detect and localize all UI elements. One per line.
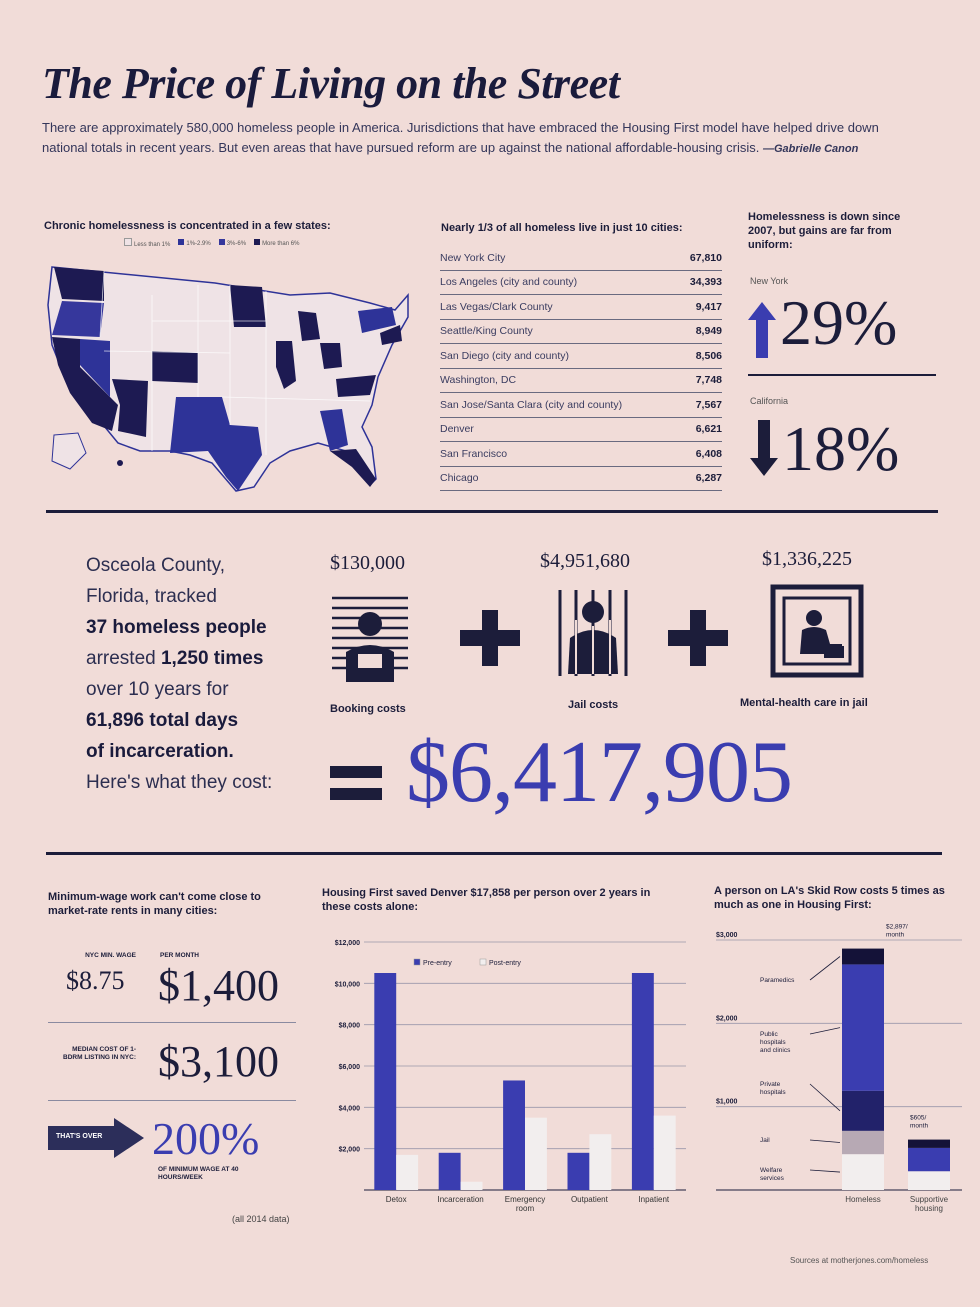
- denver-bar-chart: [316, 928, 696, 1228]
- city-name: Washington, DC: [440, 374, 517, 387]
- jail-label: Jail costs: [568, 699, 619, 711]
- story-line-6: 61,896 total days: [86, 710, 239, 731]
- trend-heading: Homelessness is down since 2007, but gains are far from uniform:: [748, 211, 901, 251]
- wage-heading: Minimum-wage work can't come close to market-rate rents in many cities:: [48, 891, 261, 917]
- stack-segment: [842, 964, 884, 1090]
- up-arrow-icon: [748, 302, 776, 358]
- y-tick-label: $8,000: [338, 1022, 360, 1030]
- x-tick-label: room: [515, 1204, 535, 1213]
- total-cost: $6,417,905: [406, 724, 792, 821]
- y-tick-label: $6,000: [338, 1064, 360, 1071]
- legend-item-3: 3%-6%: [219, 239, 246, 247]
- city-row: [440, 418, 722, 443]
- story-line-7: of incarceration.: [86, 741, 234, 762]
- y-tick-label: $12,000: [334, 940, 360, 947]
- state-washington: [54, 267, 104, 301]
- pct-over-value: 200%: [152, 1113, 260, 1164]
- booking-cost: $130,000: [330, 552, 405, 574]
- x-tick-label: Incarceration: [437, 1195, 484, 1204]
- segment-label: Paramedics: [760, 977, 795, 984]
- stack-segment: [842, 1091, 884, 1131]
- city-name: Denver: [440, 423, 474, 436]
- city-name: Seattle/King County: [440, 325, 533, 338]
- intro-text: [42, 118, 922, 159]
- trend-divider: [748, 374, 936, 376]
- skidrow-stacked-chart: [700, 923, 970, 1228]
- bar-post-entry: [589, 1134, 611, 1190]
- city-row: [440, 369, 722, 394]
- city-value: 7,567: [695, 398, 722, 411]
- story-line-3: 37 homeless people: [86, 617, 267, 638]
- city-value: 8,949: [695, 325, 722, 338]
- city-value: 6,287: [695, 472, 722, 485]
- total-annotation: $2,897/: [886, 923, 908, 931]
- y-tick-label: $2,000: [338, 1146, 360, 1154]
- ny-percent: 29%: [780, 287, 898, 358]
- city-name: Los Angeles (city and county): [440, 276, 578, 289]
- city-row: [440, 442, 722, 467]
- story-line-1: Osceola County,: [86, 555, 226, 576]
- wage-divider-1: [48, 1022, 296, 1023]
- stack-segment: [908, 1171, 950, 1190]
- city-value: 8,506: [695, 349, 722, 362]
- legend-swatch: [414, 959, 420, 965]
- thats-over-label: THAT'S OVER: [56, 1133, 103, 1140]
- legend-swatch: [480, 959, 486, 965]
- section-divider-1: [46, 510, 938, 513]
- city-name: San Francisco: [440, 447, 508, 460]
- legend-item-2: 1%-2.9%: [178, 239, 210, 247]
- segment-label: Private: [760, 1081, 781, 1088]
- nyc-min-value: $8.75: [66, 966, 125, 995]
- city-value: 6,621: [695, 423, 722, 436]
- city-value: 6,408: [695, 447, 722, 460]
- segment-label: Jail: [760, 1137, 770, 1144]
- x-tick-label: Inpatient: [638, 1195, 670, 1204]
- wage-footnote: (all 2014 data): [232, 1214, 290, 1224]
- callout-line: [810, 1140, 840, 1143]
- stack-segment: [842, 1154, 884, 1190]
- city-name: San Diego (city and county): [440, 349, 569, 362]
- map-legend: [124, 238, 299, 248]
- mental-health-icon: [770, 584, 864, 678]
- city-value: 34,393: [689, 276, 722, 289]
- city-row: [440, 246, 722, 271]
- y-tick-label: $10,000: [334, 981, 360, 989]
- booking-mugshot-icon: [328, 592, 412, 684]
- story-line-5: over 10 years for: [86, 679, 229, 700]
- per-month-label: PER MONTH: [160, 952, 199, 959]
- median-value: $3,100: [158, 1037, 279, 1086]
- total-annotation: month: [910, 1122, 929, 1130]
- segment-label: services: [760, 1175, 784, 1182]
- stack-segment: [908, 1140, 950, 1148]
- stack-segment: [908, 1148, 950, 1171]
- bar-pre-entry: [374, 973, 396, 1190]
- x-tick-label: Emergency: [504, 1195, 546, 1204]
- page-title: The Price of Living on the Street: [42, 59, 620, 108]
- state-alaska: [52, 433, 86, 469]
- total-annotation: $605/: [910, 1114, 927, 1122]
- skidrow-chart-title: A person on LA's Skid Row costs 5 times as much as one in Housing First:: [714, 885, 945, 911]
- city-value: 7,748: [695, 374, 722, 387]
- per-month-value: $1,400: [158, 961, 279, 1010]
- byline: —Gabrielle Canon: [762, 143, 859, 155]
- city-name: Chicago: [440, 472, 479, 485]
- wage-divider-2: [48, 1100, 296, 1101]
- intro-body: There are approximately 580,000 homeless people in America. Jurisdictions that have embraced the Housing First model have helped drive down national totals in recent years. But even areas that have pursued reform are up against the national affordable-housing crisis.: [42, 120, 879, 155]
- callout-line: [810, 957, 840, 981]
- bar-post-entry: [396, 1155, 418, 1190]
- bar-pre-entry: [439, 1153, 461, 1190]
- segment-label: Welfare: [760, 1167, 783, 1174]
- stack-segment: [842, 1131, 884, 1154]
- city-value: 67,810: [689, 251, 722, 264]
- ca-label: California: [750, 396, 789, 406]
- segment-label: hospitals: [760, 1089, 786, 1096]
- story-line-2: Florida, tracked: [86, 586, 217, 607]
- x-tick-label: Supportive: [909, 1195, 949, 1204]
- sources-note: Sources at motherjones.com/homeless: [790, 1256, 929, 1265]
- city-row: [440, 467, 722, 492]
- legend-label: Post-entry: [489, 960, 521, 967]
- legend-label: Pre-entry: [423, 960, 452, 967]
- bar-post-entry: [525, 1118, 547, 1190]
- x-tick-label: Detox: [385, 1195, 407, 1204]
- y-tick-label: $1,000: [716, 1098, 738, 1106]
- legend-item-4: More than 6%: [254, 239, 299, 247]
- state-colorado: [152, 351, 198, 383]
- city-name: New York City: [440, 251, 506, 264]
- city-name: Las Vegas/Clark County: [440, 300, 553, 313]
- story-line-4: arrested 1,250 times: [86, 648, 264, 669]
- ca-percent: 18%: [782, 413, 900, 484]
- plus-icon-2: [668, 610, 728, 666]
- callout-line: [810, 1170, 840, 1172]
- plus-icon-1: [460, 610, 520, 666]
- jail-bars-icon: [552, 590, 634, 676]
- bar-post-entry: [461, 1182, 483, 1190]
- y-tick-label: $4,000: [338, 1105, 360, 1113]
- x-tick-label: housing: [914, 1204, 944, 1213]
- total-annotation: month: [886, 931, 905, 939]
- median-label: MEDIAN COST OF 1-BDRM LISTING IN NYC:: [63, 1046, 136, 1061]
- mental-label: Mental-health care in jail: [740, 697, 868, 709]
- nyc-min-label: NYC MIN. WAGE: [85, 952, 136, 959]
- us-map: [40, 255, 420, 500]
- bar-post-entry: [654, 1116, 676, 1190]
- ny-label: New York: [750, 276, 789, 286]
- city-name: San Jose/Santa Clara (city and county): [440, 398, 623, 411]
- city-row: [440, 344, 722, 369]
- section-divider-2: [46, 852, 942, 855]
- x-tick-label: Homeless: [845, 1195, 881, 1204]
- y-tick-label: $3,000: [716, 932, 738, 939]
- city-row: [440, 295, 722, 320]
- bar-pre-entry: [503, 1080, 525, 1190]
- pct-caption: OF MINIMUM WAGE AT 40 HOURS/WEEK: [158, 1166, 239, 1181]
- city-row: [440, 393, 722, 418]
- down-arrow-icon: [750, 420, 778, 476]
- city-value: 9,417: [695, 300, 722, 313]
- osceola-story: [86, 550, 326, 798]
- bar-pre-entry: [568, 1153, 590, 1190]
- map-heading: Chronic homelessness is concentrated in a few states:: [44, 220, 331, 232]
- segment-label: and clinics: [760, 1047, 791, 1054]
- bar-pre-entry: [632, 973, 654, 1190]
- jail-cost: $4,951,680: [540, 550, 630, 572]
- denver-chart-title: Housing First saved Denver $17,858 per person over 2 years in these costs alone:: [322, 887, 651, 913]
- booking-label: Booking costs: [330, 703, 406, 715]
- state-hawaii: [117, 460, 123, 466]
- stack-segment: [842, 949, 884, 965]
- city-row: [440, 271, 722, 296]
- story-line-8: Here's what they cost:: [86, 772, 273, 793]
- mental-cost: $1,336,225: [762, 548, 852, 570]
- city-row: [440, 320, 722, 345]
- segment-label: hospitals: [760, 1039, 786, 1046]
- segment-label: Public: [760, 1031, 778, 1038]
- x-tick-label: Outpatient: [570, 1195, 608, 1204]
- cities-table: [440, 246, 722, 491]
- equals-icon: [330, 760, 382, 806]
- legend-item-1: Less than 1%: [124, 238, 170, 248]
- callout-line: [810, 1028, 840, 1034]
- y-tick-label: $2,000: [716, 1015, 738, 1023]
- cities-heading: Nearly 1/3 of all homeless live in just 10 cities:: [441, 222, 683, 234]
